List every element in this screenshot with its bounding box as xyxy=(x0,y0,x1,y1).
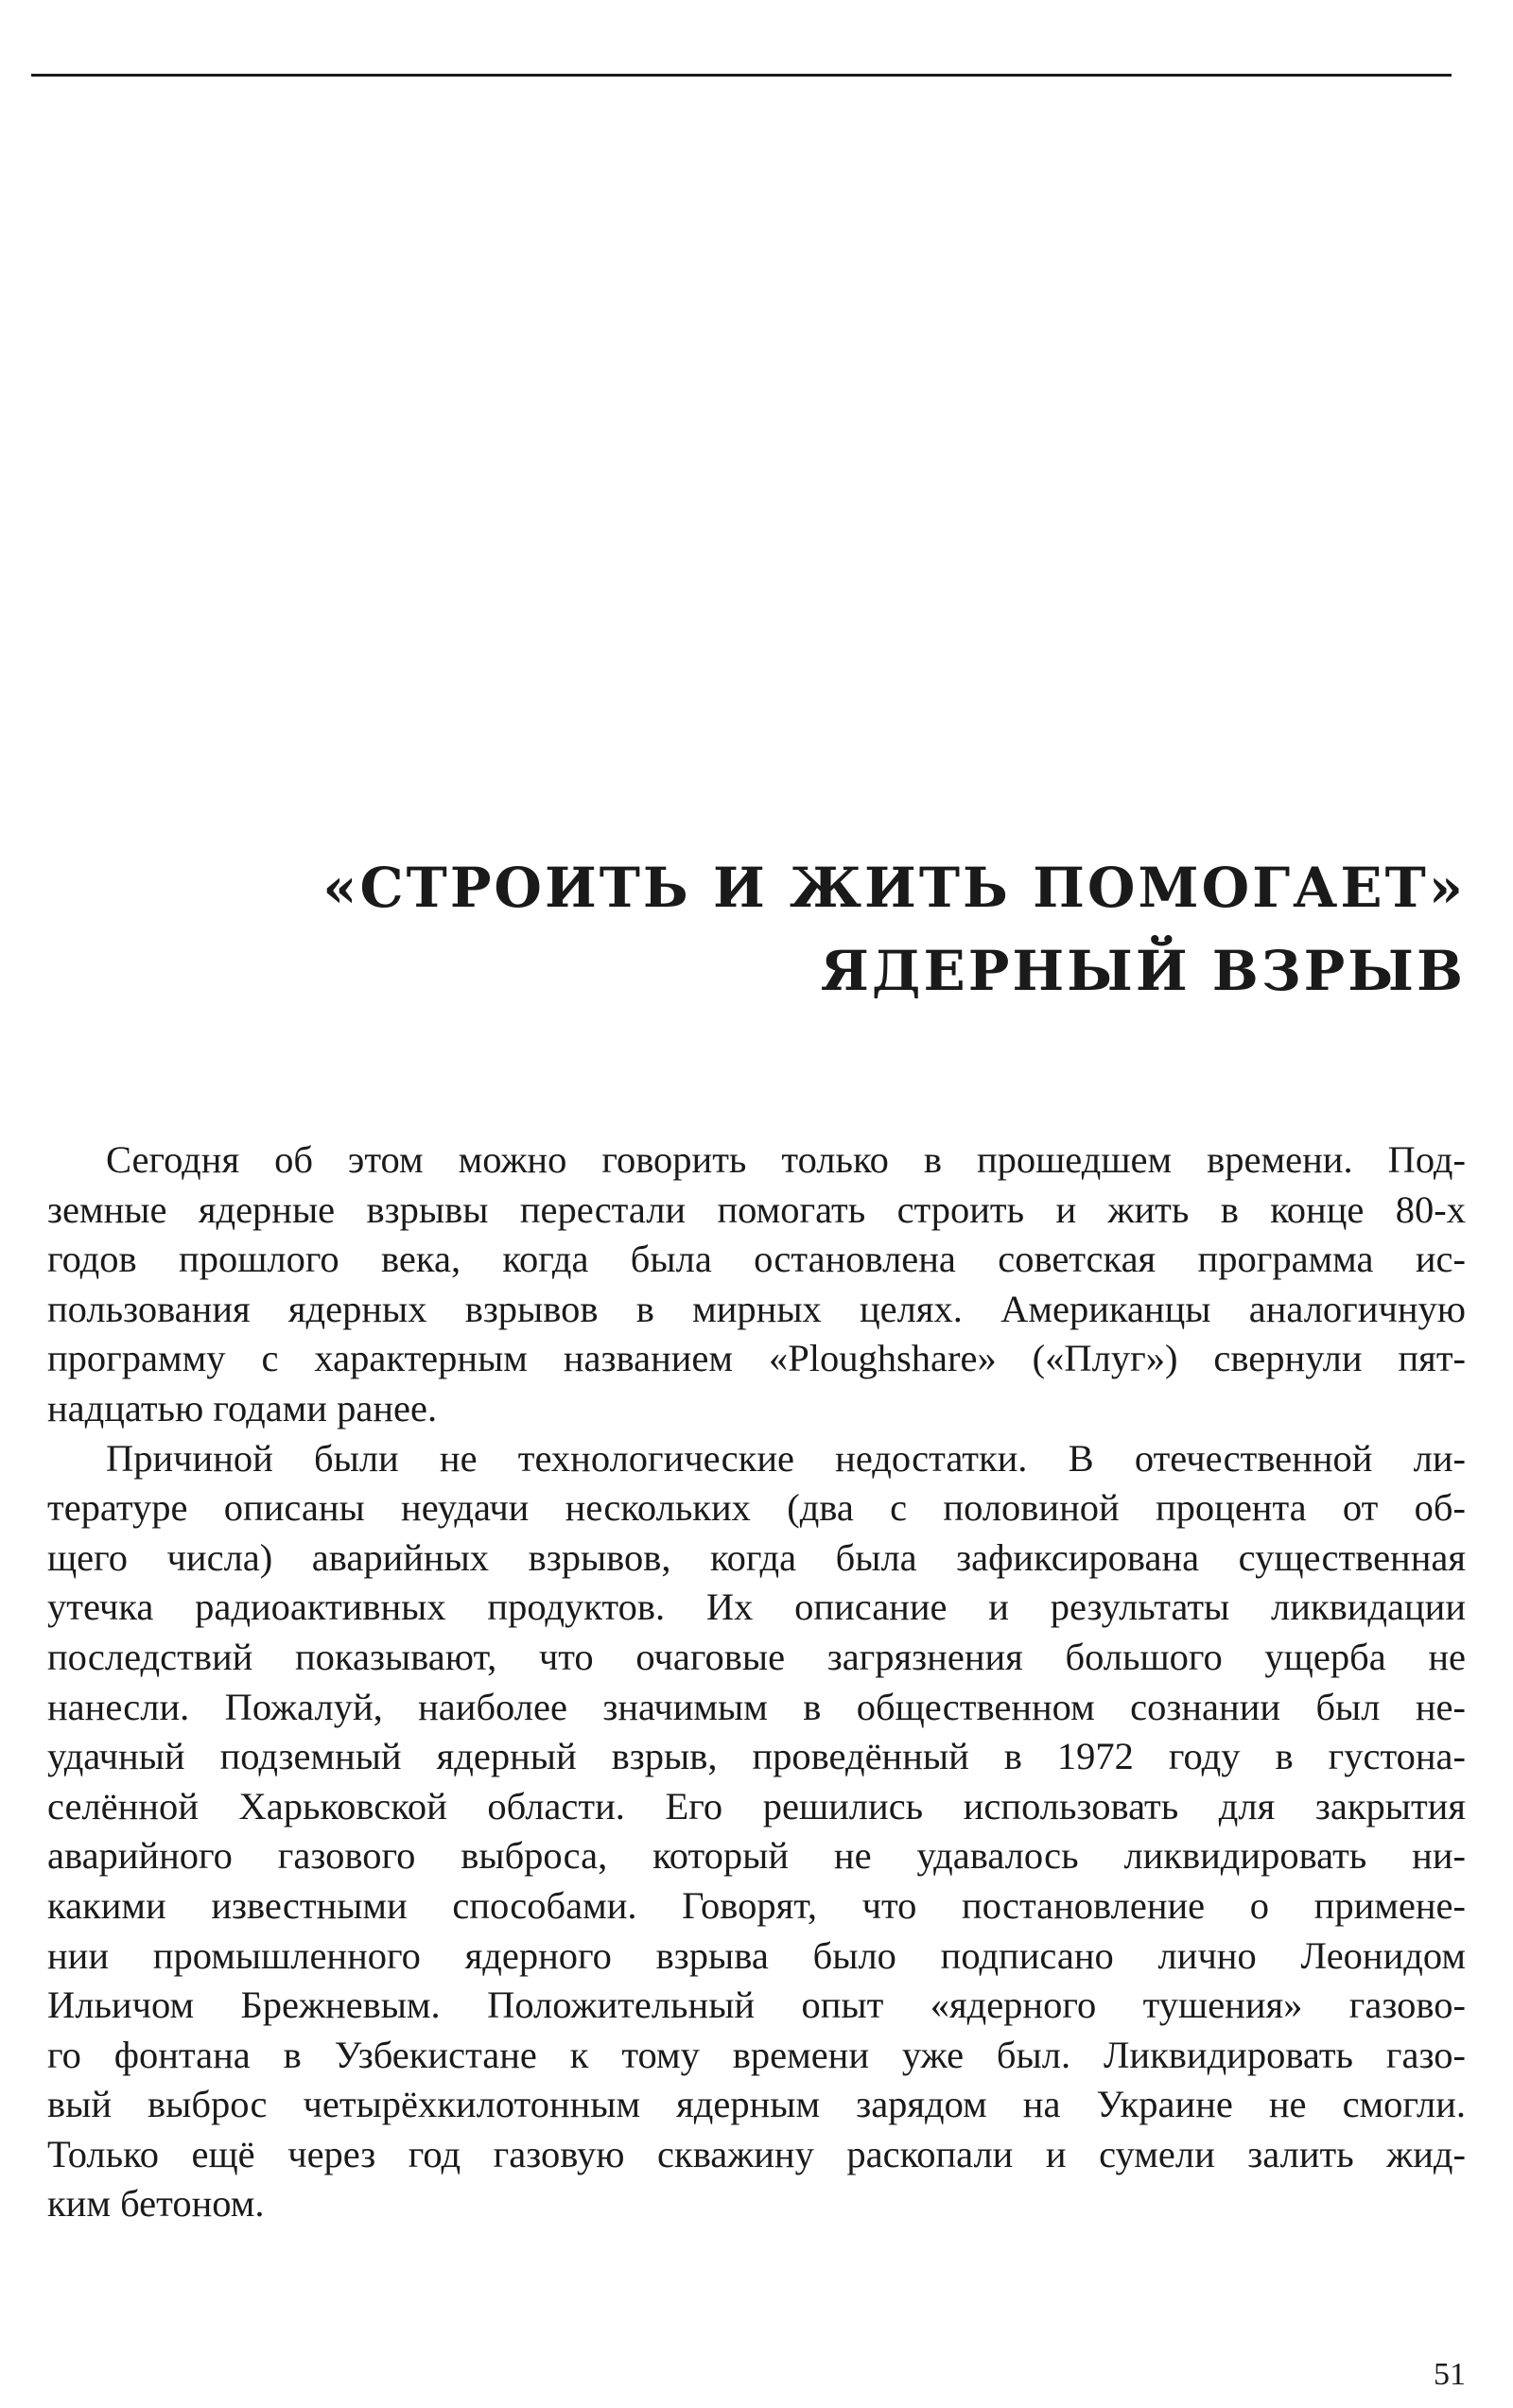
text-line: пользования ядерных взрывов в мирных целях. Американцы аналогичную xyxy=(47,1287,1466,1330)
text-line: земные ядерные взрывы перестали помогать строить и жить в конце 80-х xyxy=(47,1187,1466,1231)
text-line: нанесли. Пожалуй, наиболее значимым в общественном сознании был не- xyxy=(47,1685,1466,1728)
text-line: вый выброс четырёхкилотонным ядерным зарядом на Украине не смогли. xyxy=(47,2083,1466,2126)
text-line: Ильичом Брежневым. Положительный опыт «ядерного тушения» газово- xyxy=(47,1984,1466,2027)
text-line: Причиной были не технологические недостатки. В отечественной ли- xyxy=(106,1436,1466,1480)
text-line: Сегодня об этом можно говорить только в прошедшем времени. Под- xyxy=(106,1138,1466,1181)
chapter-title-line: «СТРОИТЬ И ЖИТЬ ПОМОГАЕТ» xyxy=(322,856,1466,920)
page-number: 51 xyxy=(1434,2357,1466,2392)
chapter-title xyxy=(142,846,1466,1013)
text-line: последствий показывают, что очаговые загрязнения большого ущерба не xyxy=(47,1635,1466,1678)
text-line: утечка радиоактивных продуктов. Их описание и результаты ликвидации xyxy=(47,1585,1466,1629)
paragraph xyxy=(47,1135,1466,1434)
text-line: го фонтана в Узбекистане к тому времени уже был. Ликвидировать газо- xyxy=(47,2033,1466,2076)
text-line: аварийного газового выброса, который не удавалось ликвидировать ни- xyxy=(47,1834,1466,1878)
header-rule xyxy=(31,74,1452,77)
text-line: годов прошлого века, когда была остановлена советская программа ис- xyxy=(47,1238,1466,1281)
chapter-title-line: ЯДЕРНЫЙ ВЗРЫВ xyxy=(820,939,1466,1003)
text-line: какими известными способами. Говорят, что постановление о примене- xyxy=(47,1883,1466,1927)
text-line: щего числа) аварийных взрывов, когда была зафиксирована существенная xyxy=(47,1535,1466,1579)
text-line: удачный подземный ядерный взрыв, проведённый в 1972 году в густона- xyxy=(47,1735,1466,1778)
text-line: надцатью годами ранее. xyxy=(47,1386,438,1429)
text-line: ким бетоном. xyxy=(47,2182,265,2226)
text-line: селённой Харьковской области. Его решились использовать для закрытия xyxy=(47,1784,1466,1828)
chapter-body xyxy=(47,1135,1466,2229)
text-line: программу с характерным названием «Ploughshare» («Плуг») свернули пят- xyxy=(47,1337,1466,1380)
text-line: тературе описаны неудачи нескольких (два с половиной процента от об- xyxy=(47,1486,1466,1530)
text-line: Только ещё через год газовую скважину раскопали и сумели залить жид- xyxy=(47,2132,1466,2175)
text-line: нии промышленного ядерного взрыва было подписано лично Леонидом xyxy=(47,1933,1466,1977)
paragraph xyxy=(47,1434,1466,2230)
